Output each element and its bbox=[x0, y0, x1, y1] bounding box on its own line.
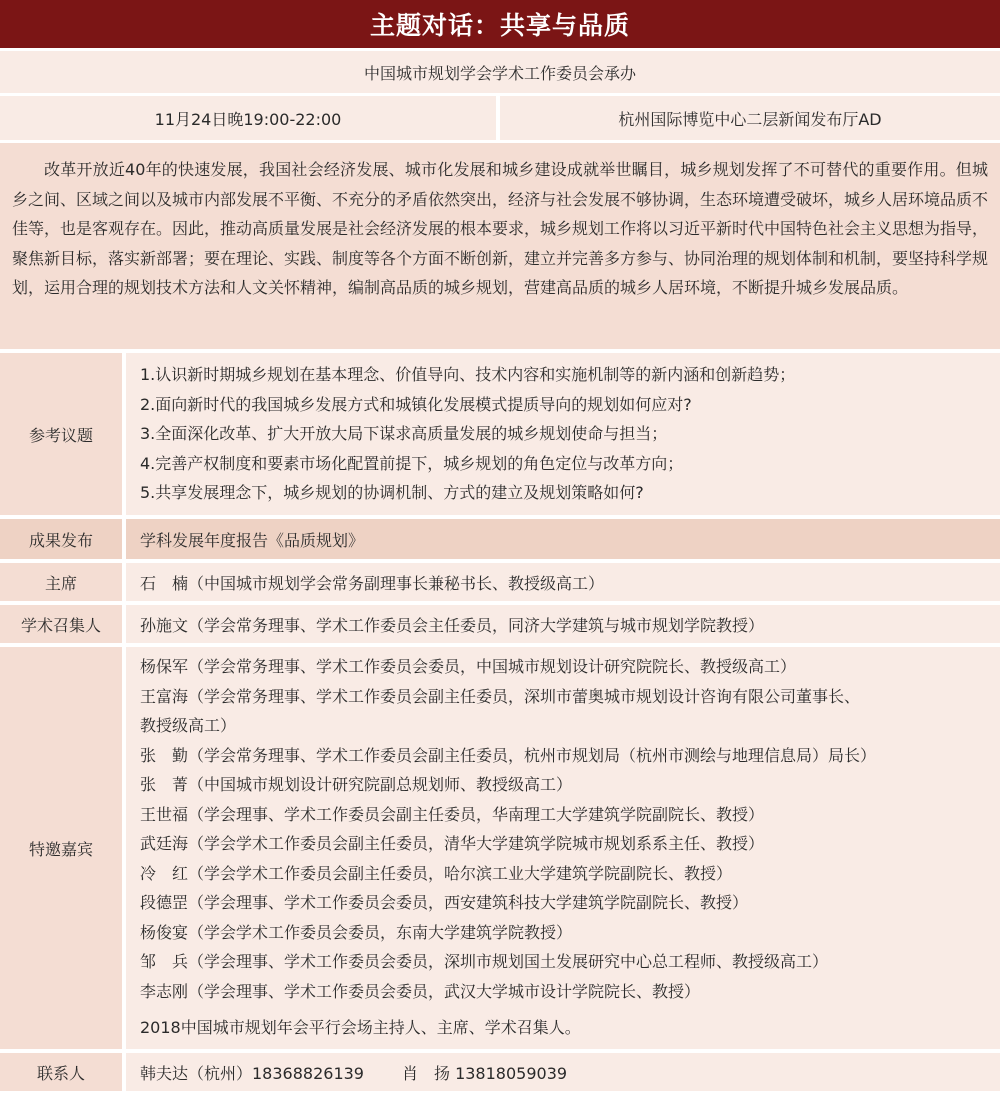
topic-item: 2.面向新时代的我国城乡发展方式和城镇化发展模式提质导向的规划如何应对? bbox=[140, 394, 692, 414]
guest-item: 张 勤（学会常务理事、学术工作委员会副主任委员，杭州市规划局（杭州市测绘与地理信息局）局长） bbox=[140, 745, 877, 765]
guest-item: 张 菁（中国城市规划设计研究院副总规划师、教授级高工） bbox=[140, 775, 573, 794]
contact-row bbox=[0, 1053, 1000, 1091]
convener-value: 孙施文（学会常务理事、学术工作委员会主任委员，同济大学建筑与城市规划学院教授） bbox=[126, 605, 1000, 643]
guests-list bbox=[126, 647, 1000, 1049]
topic-item: 1.认识新时期城乡规划在基本理念、价值导向、技术内容和实施机制等的新内涵和创新趋势； bbox=[140, 365, 796, 385]
guests-row bbox=[0, 647, 1000, 1049]
guest-item: 杨保军（学会常务理事、学术工作委员会委员，中国城市规划设计研究院院长、教授级高工） bbox=[140, 657, 797, 676]
topics-label: 参考议题 bbox=[0, 353, 122, 515]
topics-row bbox=[0, 353, 1000, 515]
convener-row bbox=[0, 605, 1000, 643]
page-title: 主题对话：共享与品质 bbox=[0, 0, 1000, 48]
chair-row bbox=[0, 563, 1000, 601]
topic-item: 4.完善产权制度和要素市场化配置前提下，城乡规划的角色定位与改革方向； bbox=[140, 453, 684, 473]
guests-label: 特邀嘉宾 bbox=[0, 647, 122, 1049]
guest-item: 王世福（学会理事、学术工作委员会副主任委员，华南理工大学建筑学院副院长、教授） bbox=[140, 804, 765, 824]
event-venue: 杭州国际博览中心二层新闻发布厅AD bbox=[500, 96, 1000, 140]
chair-label: 主席 bbox=[0, 563, 122, 601]
results-value: 学科发展年度报告《品质规划》 bbox=[126, 519, 1000, 559]
guest-item: 李志刚（学会理事、学术工作委员会委员，武汉大学城市设计学院院长、教授） bbox=[140, 981, 701, 1001]
intro-paragraph: 改革开放近40年的快速发展，我国社会经济发展、城市化发展和城乡建设成就举世瞩目，城乡规划发挥了不可替代的重要作用。但城乡之间、区域之间以及城市内部发展不平衡、不充分的矛盾依然突出，经济与社会发展不够协调，生态环境遭受破坏，城乡人居环境品质不佳等，也是客观存在。因此，推动高质量发展是社会经济发展的根本要求，城乡规划工作将以习近平新时代中国特色社会主义思想为指导，聚焦新目标，落实新部署；要在理论、实践、制度等各个方面不断创新，建立并完善多方参与、协同治理的规划体制和机制，要坚持科学规划，运用合理的规划技术方法和人文关怀精神，编制高品质的城乡规划，营建高品质的城乡人居环境，不断提升城乡发展品质。 bbox=[0, 143, 1000, 349]
organizer-line: 中国城市规划学会学术工作委员会承办 bbox=[0, 51, 1000, 93]
contact-person-2: 肖 扬 13818059039 bbox=[401, 1063, 568, 1083]
topic-item: 5.共享发展理念下，城乡规划的协调机制、方式的建立及规划策略如何? bbox=[140, 483, 644, 503]
guests-note: 2018中国城市规划年会平行会场主持人、主席、学术召集人。 bbox=[140, 1018, 581, 1037]
results-label: 成果发布 bbox=[0, 519, 122, 559]
guest-item: 段德罡（学会理事、学术工作委员会委员，西安建筑科技大学建筑学院副院长、教授） bbox=[140, 893, 749, 912]
topic-item: 3.全面深化改革、扩大开放大局下谋求高质量发展的城乡规划使命与担当； bbox=[140, 424, 668, 444]
convener-label: 学术召集人 bbox=[0, 605, 122, 643]
topics-list bbox=[126, 353, 1000, 515]
guest-item: 武廷海（学会学术工作委员会副主任委员，清华大学建筑学院城市规划系系主任、教授） bbox=[140, 834, 765, 853]
guest-item: 杨俊宴（学会学术工作委员会委员，东南大学建筑学院教授） bbox=[140, 922, 573, 942]
guest-item: 邹 兵（学会理事、学术工作委员会委员，深圳市规划国土发展研究中心总工程师、教授级高工） bbox=[140, 952, 829, 971]
chair-value: 石 楠（中国城市规划学会常务副理事长兼秘书长、教授级高工） bbox=[126, 563, 1000, 601]
contact-person-1: 韩夫达（杭州）18368826139 bbox=[140, 1063, 364, 1083]
info-table bbox=[0, 353, 1000, 1091]
guest-item-continuation: 教授级高工） bbox=[140, 716, 237, 735]
contact-label: 联系人 bbox=[0, 1053, 122, 1091]
guest-item: 王富海（学会常务理事、学术工作委员会副主任委员，深圳市蕾奥城市规划设计咨询有限公司董事长、 bbox=[140, 686, 861, 706]
time-venue-row bbox=[0, 96, 1000, 140]
guest-item: 冷 红（学会学术工作委员会副主任委员，哈尔滨工业大学建筑学院副院长、教授） bbox=[140, 863, 733, 883]
results-row bbox=[0, 519, 1000, 559]
contact-value bbox=[126, 1053, 1000, 1091]
event-time: 11月24日晚19:00-22:00 bbox=[0, 96, 496, 140]
